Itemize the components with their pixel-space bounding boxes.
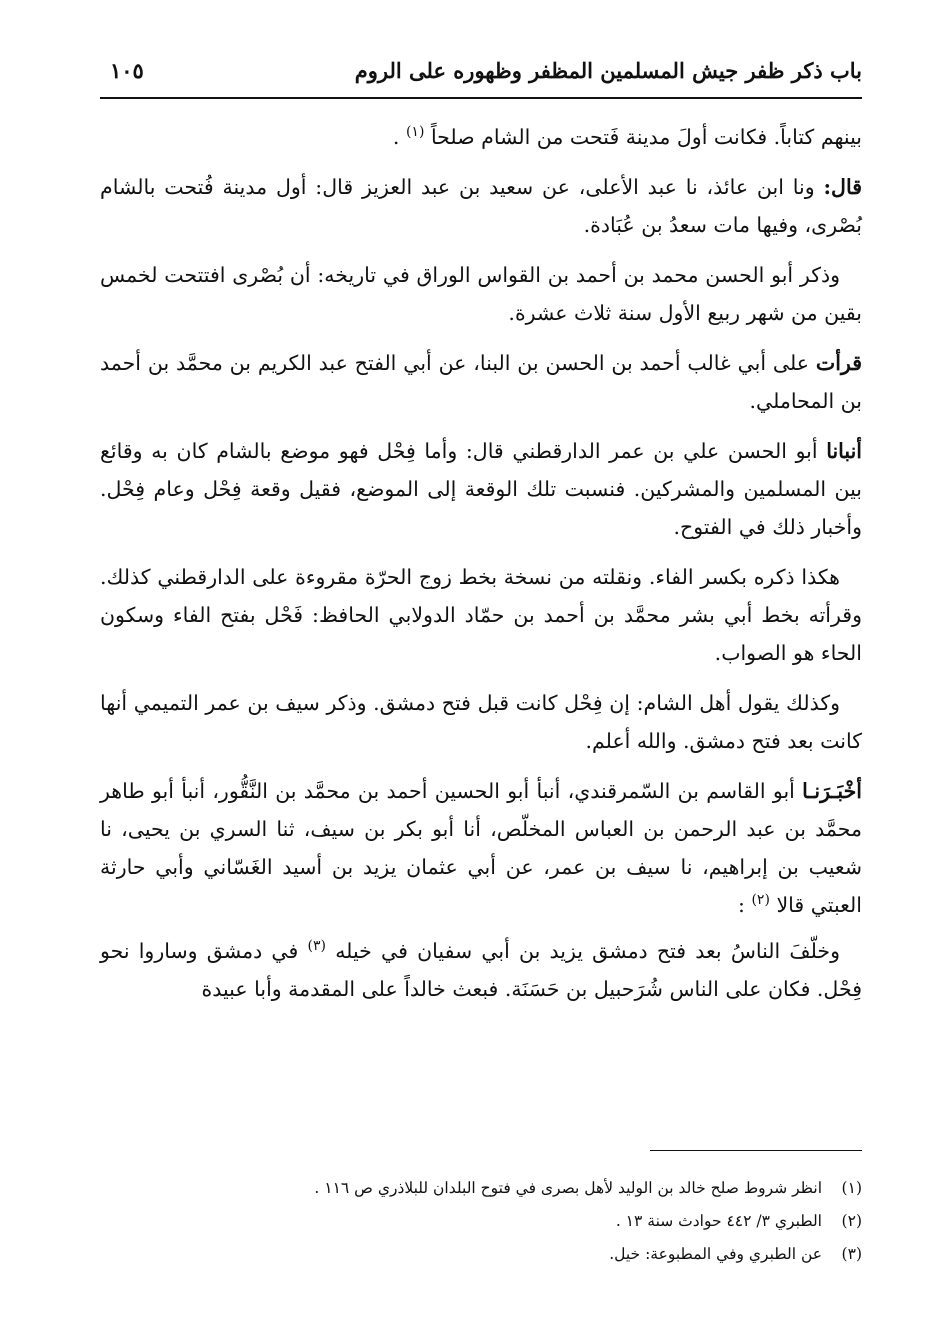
footnote-ref: (٢): [751, 892, 770, 909]
page-header: [100, 50, 862, 90]
paragraph-lead-word: أنبانا: [826, 439, 862, 463]
paragraph: أخْبَـرَنـا أبو القاسم بن السّمرقندي، أنبأ أبو الحسين أحمد بن محمَّد بن النَّقُّور، أنبأ أبو طاهر محمَّد بن عبد الرحمن بن العباس المخلّص، أنا أبو بكر بن سيف، ثنا السري بن يحيى، نا شعيب بن إبراهيم، نا سيف بن عمر، عن أبي عثمان يزيد بن أسيد الغَسّاني وأبي حارثة العبتي قالا $^{(٢)}$ :: [100, 779, 862, 917]
paragraph: وخلّفَ الناسُ بعد فتح دمشق يزيد بن أبي سفيان في خيله $^{(٣)}$ في دمشق وساروا نحو فِحْل. فكان على الناس شُرَحبيل بن حَسَنَة. فبعث خالداً على المقدمة وأبا عبيدة: [100, 938, 862, 1001]
footnote-number: (٢): [841, 1212, 862, 1230]
paragraph: قال: ونا ابن عائذ، نا عبد الأعلى، عن سعيد بن عبد العزيز قال: أول مدينة فُتحت بالشام بُصْرى، وفيها مات سعدُ بن عُبَادة.: [100, 175, 862, 237]
footnote-number: (٣): [841, 1245, 862, 1263]
header-rule: [100, 97, 862, 99]
paragraph-lead-word: قرأت: [815, 351, 862, 375]
paragraph: أنبانا أبو الحسن علي بن عمر الدارقطني قال: وأما فِحْل فهو موضع بالشام كان به وقائع بين المسلمين والمشركين. فنسبت تلك الوقعة إلى الموضع، فقيل وقعة فِحْل وعام فِحْل. وأخبار ذلك في الفتوح.: [100, 439, 862, 539]
footnote: [100, 1238, 862, 1271]
paragraph: هكذا ذكره بكسر الفاء. ونقلته من نسخة بخط زوج الحرّة مقروءة على الدارقطني كذلك. وقرأته بخط أبي بشر محمَّد بن أحمد بن حمّاد الدولابي الحافظ: فَحْل بفتح الفاء وسكون الحاء هو الصواب.: [100, 565, 862, 665]
page-number: ١٠٥: [110, 58, 144, 83]
paragraph: قرأت على أبي غالب أحمد بن الحسن بن البنا، عن أبي الفتح عبد الكريم بن محمَّد بن أحمد بن المحاملي.: [100, 351, 862, 413]
paragraph-lead-word: أخْبَـرَنـا: [802, 779, 862, 803]
footnote-text: انظر شروط صلح خالد بن الوليد لأهل بصرى في فتوح البلدان للبلاذري ص ١١٦ .: [314, 1179, 822, 1197]
footnote-ref: (١): [405, 124, 425, 141]
footnote-text: الطبري ٣/ ٤٤٢ حوادث سنة ١٣ .: [615, 1212, 822, 1230]
footnotes: [100, 1172, 862, 1271]
footnote-ref: (٣): [307, 938, 326, 955]
footnote-rule: [650, 1150, 862, 1151]
footnote: [100, 1172, 862, 1205]
footnote-number: (١): [841, 1179, 862, 1197]
paragraph: وذكر أبو الحسن محمد بن أحمد بن القواس الوراق في تاريخه: أن بُصْرى افتتحت لخمس بقين من شهر ربيع الأول سنة ثلاث عشرة.: [100, 263, 862, 325]
paragraph: بينهم كتاباً. فكانت أولَ مدينة فَتحت من الشام صلحاً $^{(١)}$ .: [392, 124, 862, 149]
paragraph-lead-word: قال:: [823, 175, 862, 199]
footnote: [100, 1205, 862, 1238]
running-title: باب ذكر ظفر جيش المسلمين المظفر وظهوره على الروم: [354, 58, 862, 83]
footnote-text: عن الطبري وفي المطبوعة: خيل.: [609, 1245, 822, 1263]
body-text: [100, 118, 862, 1020]
paragraph: وكذلك يقول أهل الشام: إن فِحْل كانت قبل فتح دمشق. وذكر سيف بن عمر التميمي أنها كانت بعد فتح دمشق. والله أعلم.: [100, 691, 862, 753]
